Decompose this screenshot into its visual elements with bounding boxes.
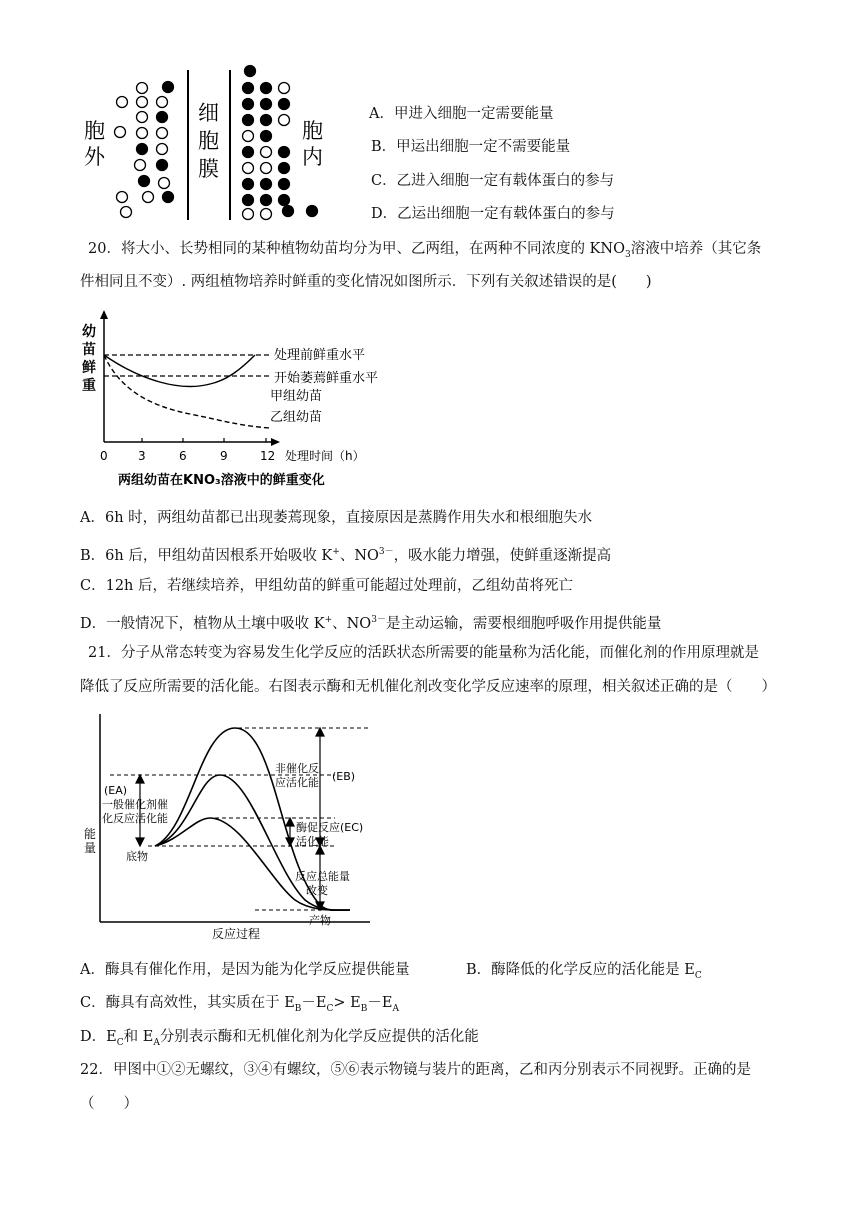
q21-ylabel-2: 量	[84, 841, 97, 855]
q20-option-c: C．12h 后，若继续培养，甲组幼苗的鲜重可能超过处理前，乙组幼苗将死亡	[80, 578, 573, 594]
q20-xtick-9: 9	[220, 449, 228, 463]
q20-stem-line2: 件相同且不变）. 两组植物培养时鲜重的变化情况如图所示．下列有关叙述错误的是( )	[80, 274, 652, 290]
q21-eb-label-1: 非催化反	[275, 762, 319, 775]
q20-curve-jia	[104, 355, 255, 386]
q20-xlabel: 处理时间（h）	[285, 449, 365, 463]
q21-ylabel-1: 能	[84, 827, 97, 841]
q21-option-c: C．酶具有高效性，其实质在于 $E_B-E_C> E_B-E_A$	[80, 995, 399, 1014]
q19-option-a: A．甲进入细胞一定需要能量	[369, 106, 554, 122]
q21-product-label: 产物	[309, 914, 331, 927]
q21-option-d: D．$E_C$和 $E_A$分别表示酶和无机催化剂为化学反应提供的活化能	[80, 1029, 479, 1048]
outside-label-2: 外	[84, 145, 105, 169]
q20-freshweight-chart	[80, 310, 395, 490]
q20-label-pre: 处理前鲜重水平	[274, 348, 366, 363]
membrane-transport-figure	[80, 60, 340, 228]
q21-activation-energy-figure	[80, 710, 380, 942]
q20-label-jia: 甲组幼苗	[270, 389, 323, 404]
q20-ylabel-2: 苗	[82, 342, 96, 358]
q20-option-d: D．一般情况下，植物从土壤中吸收 K+、$NO^{3-}$是主动运输，需要根细胞呼吸作用提供能量	[80, 615, 662, 632]
membrane-label-1: 细	[198, 101, 219, 125]
outside-molecules	[115, 82, 174, 218]
q21-option-b: B．酶降低的化学反应的活化能是 $E_C$	[466, 962, 702, 981]
membrane-label-3: 膜	[198, 157, 219, 181]
q21-substrate-label: 底物	[126, 850, 148, 863]
q21-ec-label-2: 活化能	[296, 835, 329, 848]
q21-ea-label-2: 一般催化剂催	[102, 798, 168, 811]
q20-ylabel-4: 重	[82, 378, 96, 394]
membrane-label-2: 胞	[198, 129, 219, 153]
q20-stem-line1: 20．将大小、长势相同的某种植物幼苗均分为甲、乙两组，在两种不同浓度的 $KNO_3$溶液中培养（其它条	[88, 241, 762, 260]
q22-stem-line1: 22．甲图中①②无螺纹，③④有螺纹，⑤⑥表示物镜与装片的距离，乙和丙分别表示不同视野。正确的是	[80, 1062, 751, 1078]
q19-option-c: C．乙进入细胞一定有载体蛋白的参与	[371, 173, 615, 189]
q20-xtick-12: 12	[260, 449, 276, 463]
q21-stem-line1: 21．分子从常态转变为容易发生化学反应的活跃状态所需要的能量称为活化能，而催化剂的作用原理就是	[88, 645, 759, 661]
q20-xtick-0: 0	[100, 449, 108, 463]
q21-xlabel: 反应过程	[212, 927, 261, 941]
q19-option-d: D．乙运出细胞一定有载体蛋白的参与	[371, 206, 615, 222]
q20-curve-yi	[104, 355, 270, 428]
q21-total-label-2: 改变	[306, 884, 328, 897]
q20-xtick-6: 6	[179, 449, 187, 463]
q20-caption: 两组幼苗在KNO₃溶液中的鲜重变化	[118, 473, 325, 488]
q20-label-wilt: 开始萎蔫鲜重水平	[274, 371, 379, 386]
inside-label-2: 内	[302, 145, 323, 169]
q21-option-a: A．酶具有催化作用，是因为能为化学反应提供能量	[80, 962, 410, 978]
q21-eb-label-2: 应活化能	[275, 776, 319, 789]
q20-option-a: A．6h 时，两组幼苗都已出现萎蔫现象，直接原因是蒸腾作用失水和根细胞失水	[80, 510, 593, 526]
q21-ea-label-3: 化反应活化能	[102, 812, 168, 825]
q20-xtick-3: 3	[138, 449, 146, 463]
q21-total-label-1: 反应总能量	[295, 870, 350, 883]
q20-label-yi: 乙组幼苗	[270, 410, 323, 425]
q21-ea-label-1: (EA)	[104, 784, 128, 797]
q22-stem-line2: （ ）	[80, 1096, 138, 1112]
outside-label-1: 胞	[84, 119, 105, 143]
q21-stem-line2: 降低了反应所需要的活化能。右图表示酶和无机催化剂改变化学反应速率的原理，相关叙述正确的是（ ）	[80, 679, 776, 695]
q20-ylabel-1: 幼	[82, 324, 96, 340]
q20-option-b: B．6h 后，甲组幼苗因根系开始吸收 K+、$NO^{3-}$，吸水能力增强，使鲜重逐渐提高	[80, 547, 612, 564]
q19-option-b: B．甲运出细胞一定不需要能量	[371, 139, 571, 155]
q21-ec-label-1: 酶促反应(EC)	[296, 821, 364, 834]
inside-label-1: 胞	[302, 119, 323, 143]
q20-ylabel-3: 鲜	[82, 360, 96, 376]
q21-eb-label-3: (EB)	[332, 770, 356, 783]
